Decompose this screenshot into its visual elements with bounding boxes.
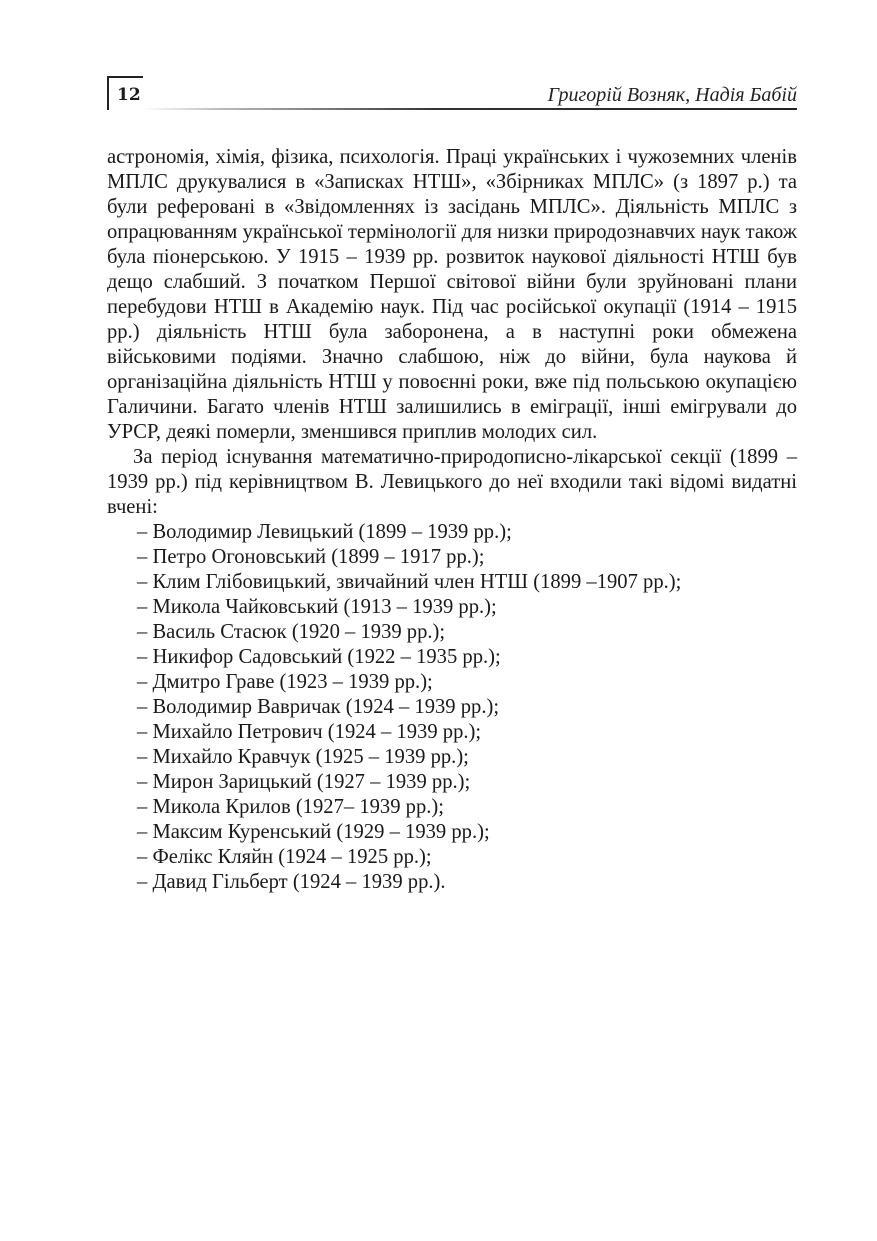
paragraph-continued: астрономія, хімія, фізика, психологія. Праці українських і чужоземних членів МПЛС друкувалися в «Записках НТШ», «Збірниках МПЛС» (з 1897 р.) та були реферовані в «Звідомленнях із засідань МПЛС». Діяльність МПЛС з опрацюванням української термінології для низки природознавчих наук також була піонерською. У 1915 – 1939 рр. розвиток наукової діяльності НТШ був дещо слабший. З початком Першої світової війни були зруйновані плани перебудови НТШ в Академію наук. Під час російської окупації (1914 – 1915 рр.) діяльність НТШ була заборонена, а в наступні роки обмежена військовими подіями. Значно слабшою, ніж до війни, була наукова й організаційна діяльність НТШ у повоєнні роки, вже під польською окупацією Галичини. Багато членів НТШ залишились в еміграції, інші емігрували до УРСР, деякі померли, зменшився приплив молодих сил. <box>107 146 797 443</box>
list-item: – Никифор Садовський (1922 – 1935 рр.); <box>137 646 501 668</box>
list-item: – Петро Огоновський (1899 – 1917 рр.); <box>137 546 485 568</box>
list-item: – Мирон Зарицький (1927 – 1939 рр.); <box>137 771 471 793</box>
page-number: 12 <box>117 85 141 105</box>
list-item: – Володимир Левицький (1899 – 1939 рр.); <box>137 521 512 543</box>
page-body <box>107 145 797 895</box>
running-head-authors: Григорій Возняк, Надія Бабій <box>547 84 797 106</box>
list-item: – Максим Куренський (1929 – 1939 рр.); <box>137 821 490 843</box>
list-item: – Михайло Петрович (1924 – 1939 рр.); <box>137 721 482 743</box>
list-item: – Володимир Вавричак (1924 – 1939 рр.); <box>137 696 500 718</box>
list-item: – Фелікс Кляйн (1924 – 1925 рр.); <box>137 846 432 868</box>
list-item: – Дмитро Граве (1923 – 1939 рр.); <box>137 671 433 693</box>
header-rule <box>143 108 797 110</box>
page-header <box>107 76 797 110</box>
scientists-list <box>107 520 797 895</box>
list-item: – Клим Глібовицький, звичайний член НТШ (1899 –1907 рр.); <box>137 571 682 593</box>
list-item: – Микола Чайковський (1913 – 1939 рр.); <box>137 596 497 618</box>
list-item: – Давид Гільберт (1924 – 1939 рр.). <box>137 871 446 893</box>
paragraph-section-intro: За період існування математично-природописно-лікарської секції (1899 – 1939 рр.) під керівництвом В. Левицького до неї входили такі відомі видатні вчені: <box>107 446 797 518</box>
list-item: – Михайло Кравчук (1925 – 1939 рр.); <box>137 746 469 768</box>
list-item: – Микола Крилов (1927– 1939 рр.); <box>137 796 444 818</box>
list-item: – Василь Стасюк (1920 – 1939 рр.); <box>137 621 446 643</box>
